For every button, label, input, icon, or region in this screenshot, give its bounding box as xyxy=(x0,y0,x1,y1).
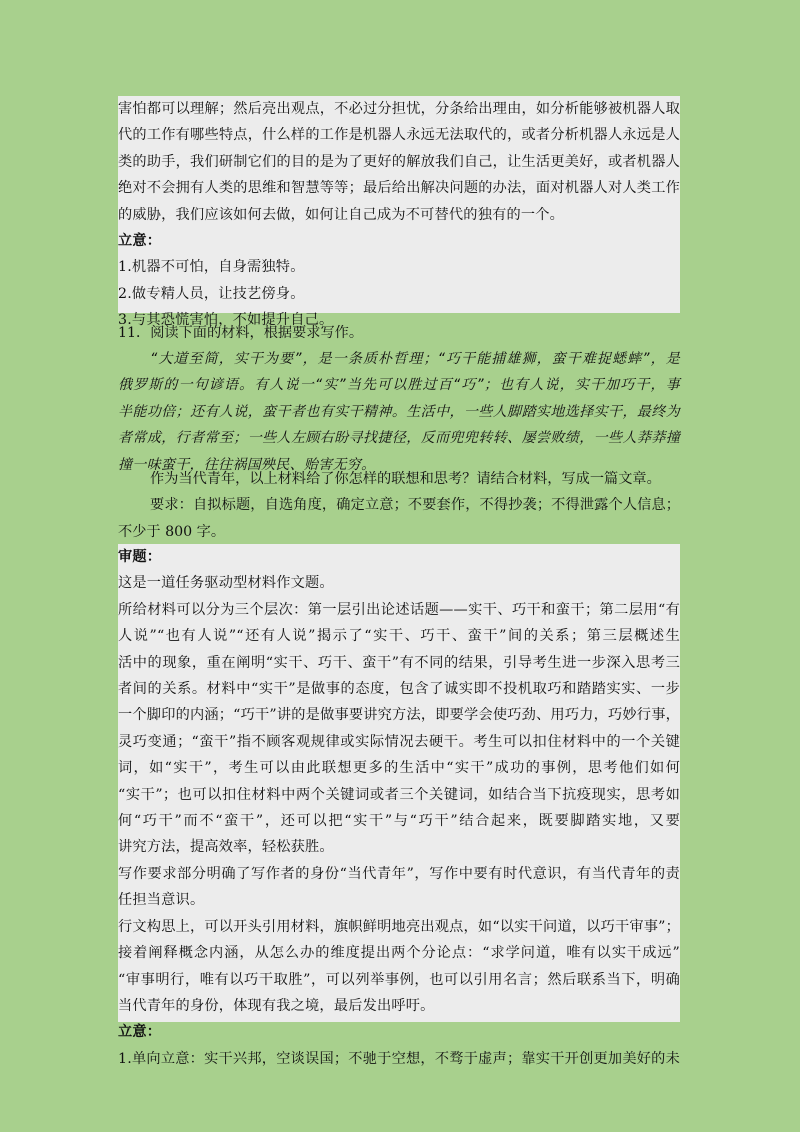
text-line: 词，如“实干”，考生可以由此联想更多的生活中“实干”成功的事例，思考他们如何 xyxy=(118,760,680,777)
point-item: 3.与其恐慌害怕，不如提升自己。 xyxy=(118,312,334,329)
text-line: 行文构思上，可以开头引用材料，旗帜鲜明地亮出观点，如“以实干问道，以巧干审事”； xyxy=(118,918,680,935)
text-line: “实干”；也可以扣住材料中两个关键词或者三个关键词，如结合当下抗疫现实，思考如 xyxy=(118,786,680,803)
text-line: 的威胁，我们应该如何去做，如何让自己成为不可替代的独有的一个。 xyxy=(118,206,565,223)
text-line: 这是一道任务驱动型材料作文题。 xyxy=(118,575,334,592)
section-heading: 审题： xyxy=(118,549,162,565)
text-line: 害怕都可以理解；然后亮出观点，不必过分担忧，分条给出理由，如分析能够被机器人取 xyxy=(118,101,680,117)
task-requirement-cont: 不少于 800 字。 xyxy=(118,523,226,540)
text-line: “审事明行，唯有以巧干取胜”，可以列举事例，也可以引用名言；然后联系当下，明确 xyxy=(118,971,680,988)
question-material xyxy=(118,346,680,478)
text-line: 写作要求部分明确了写作者的身份“当代青年”，写作中要有时代意识，有当代青年的责 xyxy=(118,865,680,882)
text-line: 任担当意识。 xyxy=(118,892,205,909)
text-line: 当代青年的身份，体现有我之境，最后发出呼吁。 xyxy=(118,997,435,1014)
text-line: 人说”“也有人说”“还有人说”揭示了“实干、巧干、蛮干”间的关系；第三层概述生 xyxy=(118,628,680,645)
text-line: 接着阐释概念内涵，从怎么办的维度提出两个分论点：“求学问道，唯有以实干成远” xyxy=(118,945,680,962)
text-line: 所给材料可以分为三个层次：第一层引出论述话题——实干、巧干和蛮干；第二层用“有 xyxy=(118,601,680,618)
text-line: 绝对不会拥有人类的思维和智慧等等；最后给出解决问题的办法，面对机器人对人类工作 xyxy=(118,180,680,197)
text-line: 者间的关系。材料中“实干”是做事的态度，包含了诚实即不投机取巧和踏踏实实、一步 xyxy=(118,681,680,698)
task-requirement: 要求：自拟标题，自选角度，确定立意；不要套作，不得抄袭；不得泄露个人信息； xyxy=(150,497,680,514)
text-line: 活中的现象，重在阐明“实干、巧干、蛮干”有不同的结果，引导考生进一步深入思考三 xyxy=(118,654,680,671)
question-title: 11．阅读下面的材料，根据要求写作。 xyxy=(118,325,364,341)
text-line: 类的助手，我们研制它们的目的是为了更好的解放我们自己，让生活更美好，或者机器人 xyxy=(118,153,680,170)
section-heading: 立意： xyxy=(118,1024,162,1041)
material-line: “大道至简，实干为要”，是一条质朴哲理；“巧干能捕雄狮，蛮干难捉蟋蟀”，是 xyxy=(150,351,680,367)
text-line: 讲究方法，提高效率，轻松获胜。 xyxy=(118,839,334,856)
text-line: 灵巧变通；“蛮干”指不顾客观规律或实际情况去硬干。考生可以扣住材料中的一个关键 xyxy=(118,733,680,750)
text-line: 代的工作有哪些特点，什么样的工作是机器人永远无法取代的，或者分析机器人永远是人 xyxy=(118,127,680,144)
material-line: 撞一味蛮干，往往祸国殃民、贻害无穷。 xyxy=(118,456,376,473)
section-heading: 立意： xyxy=(118,233,162,250)
analysis-box-top xyxy=(118,96,680,329)
analysis-box-bottom xyxy=(118,544,680,1067)
point-item: 2.做专精人员，让技艺傍身。 xyxy=(118,285,305,302)
material-line: 俄罗斯的一句谚语。有人说一“实”当先可以胜过百“巧”；也有人说，实干加巧干，事 xyxy=(118,377,680,394)
text-line: 一个脚印的内涵；“巧干”讲的是做事要讲究方法，即要学会使巧劲、用巧力，巧妙行事， xyxy=(118,707,680,724)
material-line: 半能功倍；还有人说，蛮干者也有实干精神。生活中，一些人脚踏实地选择实干，最终为 xyxy=(118,403,680,420)
point-item: 1.单向立意：实干兴邦，空谈误国；不驰于空想，不骛于虚声；靠实干开创更加美好的未 xyxy=(118,1050,680,1067)
question-task xyxy=(118,466,680,545)
point-item: 1.机器不可怕，自身需独特。 xyxy=(118,259,305,276)
material-line: 者常成，行者常至；一些人左顾右盼寻找捷径，反而兜兜转转、屡尝败绩，一些人莽莽撞 xyxy=(118,430,680,447)
text-line: 何“巧干”而不“蛮干”，还可以把“实干”与“巧干”结合起来，既要脚踏实地，又要 xyxy=(118,813,680,830)
task-prompt: 作为当代青年，以上材料给了你怎样的联想和思考？请结合材料，写成一篇文章。 xyxy=(150,471,661,487)
